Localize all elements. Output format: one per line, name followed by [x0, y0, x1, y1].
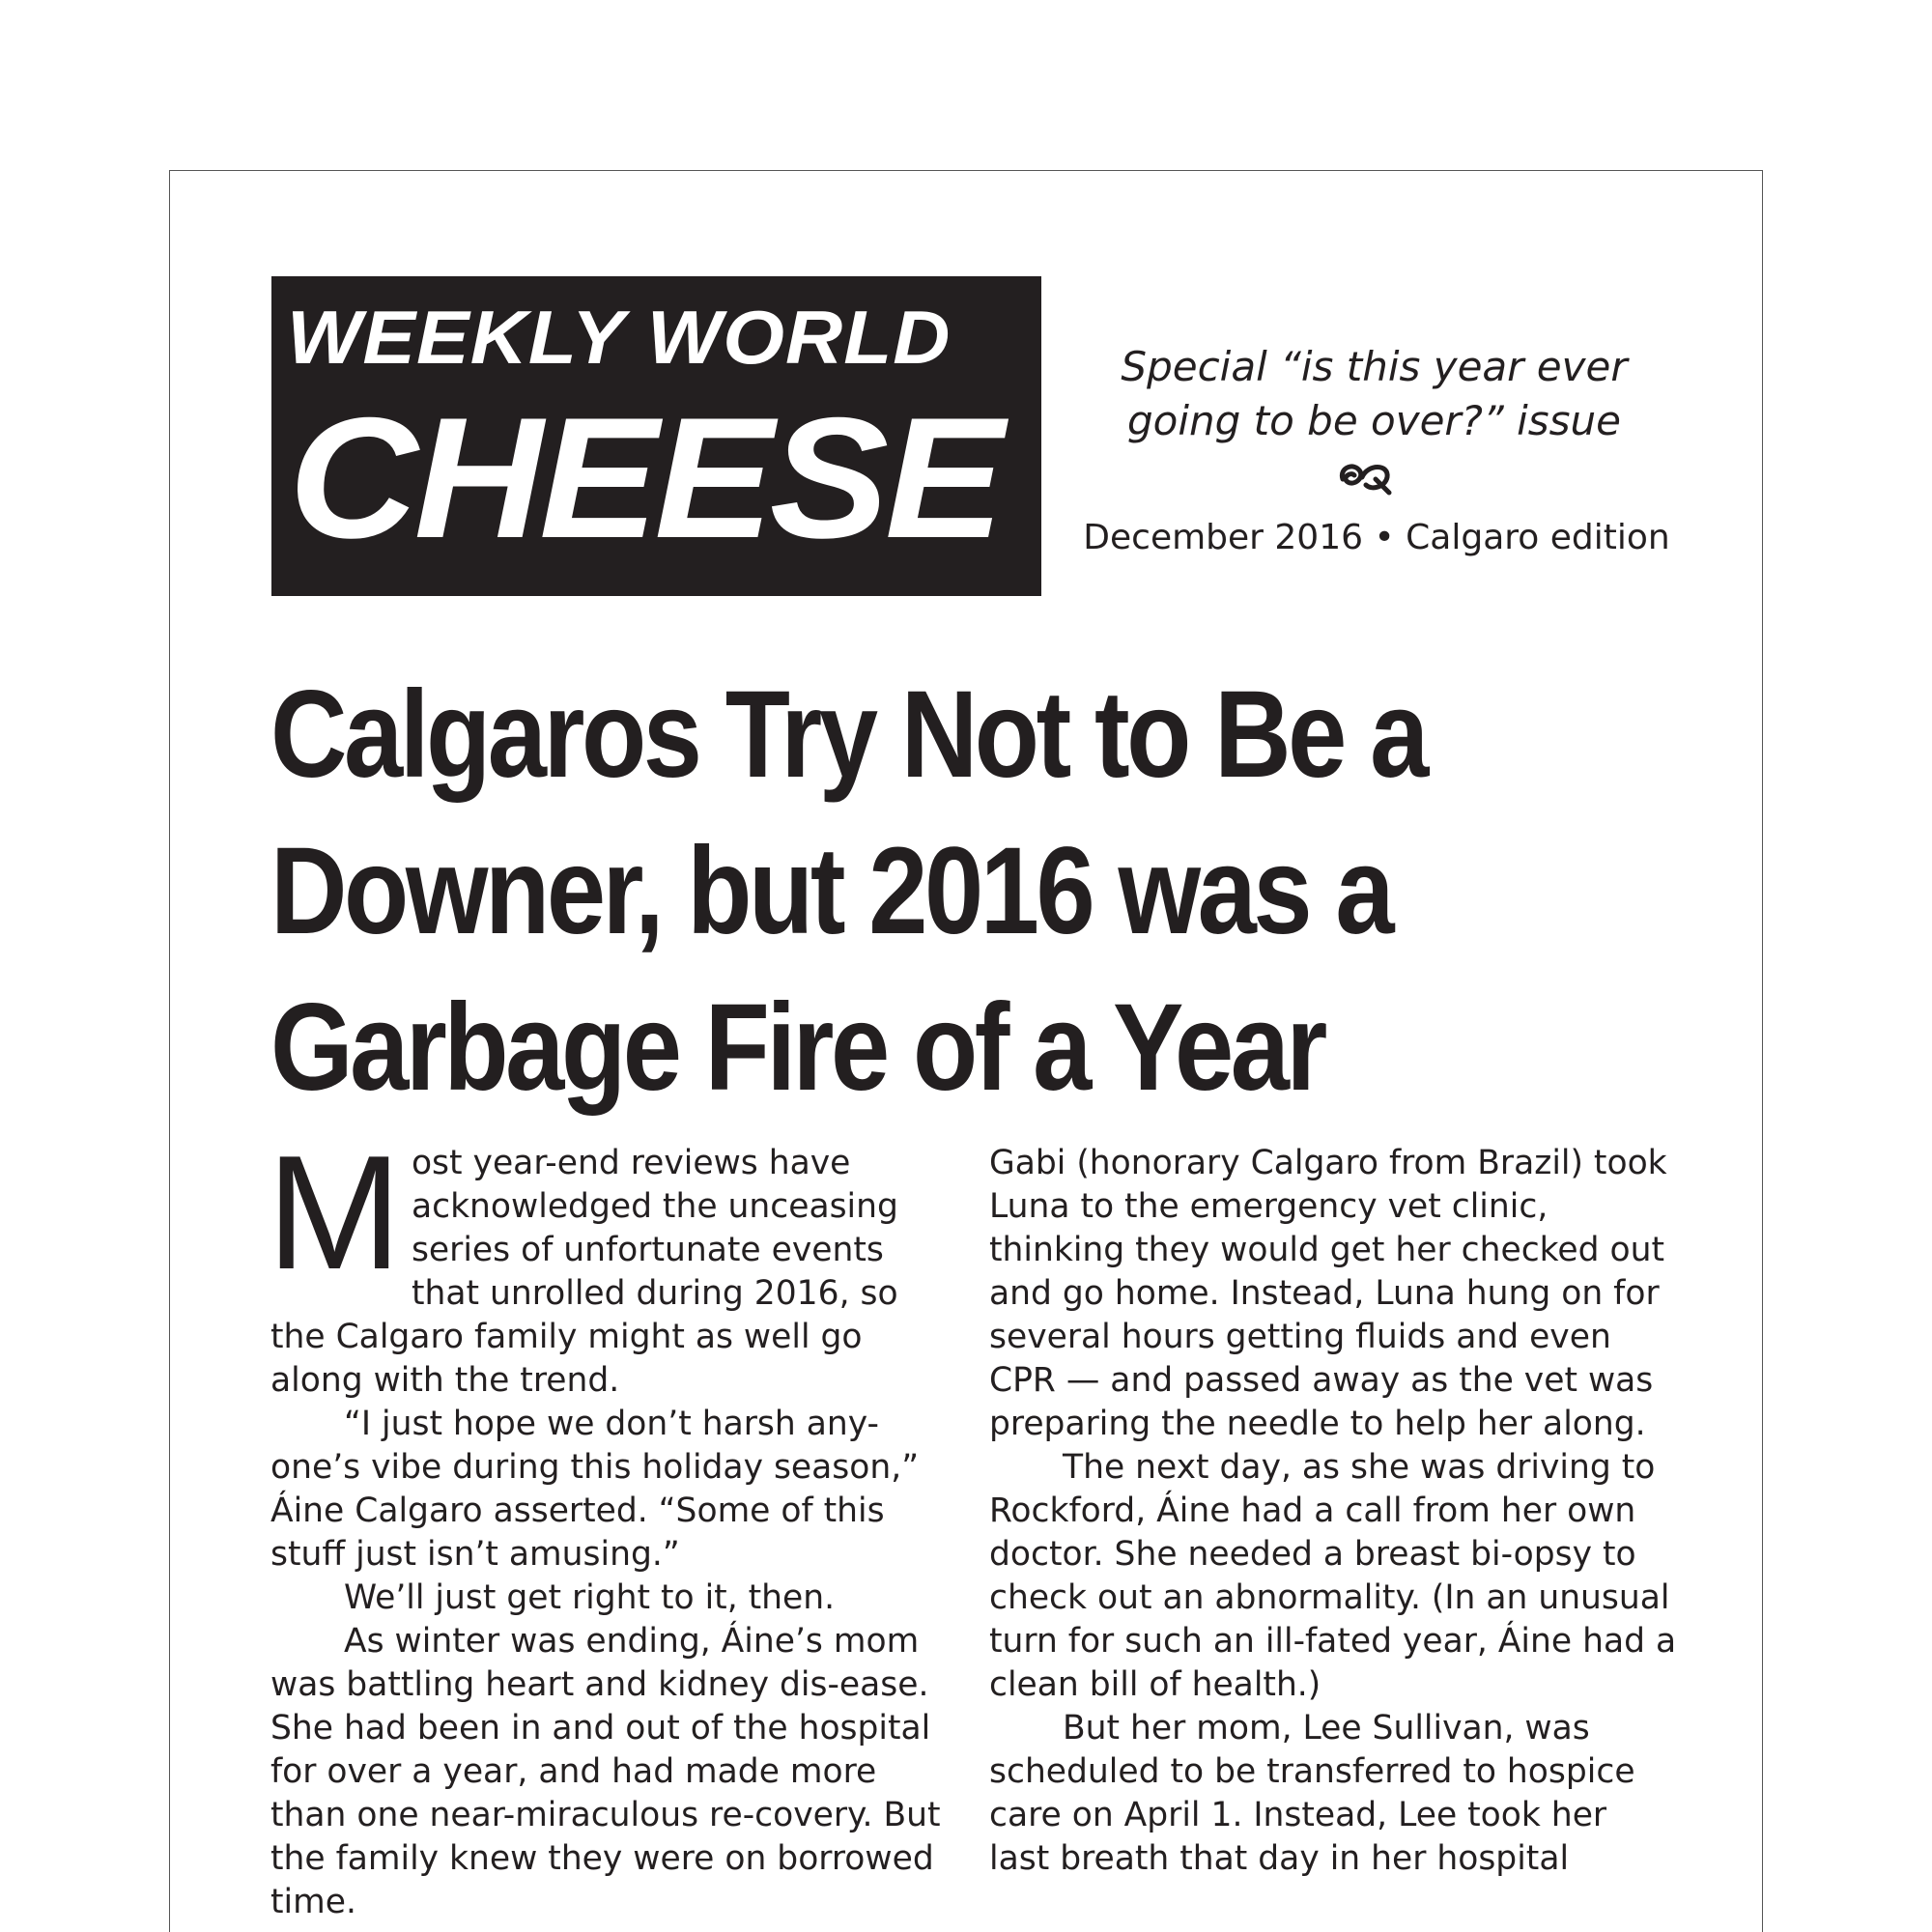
fleuron-ornament-icon [1333, 458, 1395, 497]
article-headline [270, 657, 1517, 1126]
paragraph-text: ost year-end reviews have acknowledged the unceasing series of unfortunate events that unrolled during 2016, so the Calgaro family might as well go along with the trend. [270, 1144, 898, 1400]
article-paragraph: We’ll just get right to it, then. [344, 1578, 836, 1617]
issue-tagline [1058, 340, 1690, 448]
article-paragraph: “I just hope we don’t harsh any-one’s vibe during this holiday season,” Áine Calgaro asserted. “Some of this stuff just isn’t amusing.” [270, 1405, 920, 1574]
article-paragraph: But her mom, Lee Sullivan, was scheduled to be transferred to hospice care on April 1. Instead, Lee took her last breath that day in her hospital [989, 1709, 1635, 1878]
tagline-line2: going to be over?” issue [1127, 397, 1621, 444]
masthead-title-line2: CHEESE [289, 382, 1001, 574]
article-column-left [267, 1122, 958, 1924]
article-paragraph: As winter was ending, Áine’s mom was battling heart and kidney dis-ease. She had been in and out of the hospital for over a year, and had made more than one near-miraculous re-covery. But the family knew they were on borrowed time. [270, 1622, 941, 1921]
article-column-right [989, 1142, 1677, 1881]
article-paragraph: Gabi (honorary Calgaro from Brazil) took Luna to the emergency vet clinic, thinking they would get her checked out and go home. Instead, Luna hung on for several hours getting fluids and even CPR — and passed away as the vet was preparing the needle to help her along. [989, 1144, 1667, 1443]
headline-line2: Downer, but 2016 was a [270, 822, 1392, 960]
headline-line3: Garbage Fire of a Year [270, 979, 1324, 1117]
headline-line1: Calgaros Try Not to Be a [270, 666, 1426, 804]
article-paragraph: The next day, as she was driving to Rockford, Áine had a call from her own doctor. She needed a breast bi-opsy to check out an abnormality. (In an unusual turn for such an ill-fated year, Áine had a clean bill of health.) [989, 1448, 1677, 1704]
masthead [271, 276, 1041, 596]
drop-cap: M [267, 1122, 402, 1303]
masthead-title-line1: WEEKLY WORLD [287, 295, 952, 380]
article-paragraph [267, 1122, 958, 1403]
tagline-line1: Special “is this year ever [1121, 343, 1628, 390]
issue-dateline: December 2016 • Calgaro edition [1083, 518, 1670, 557]
